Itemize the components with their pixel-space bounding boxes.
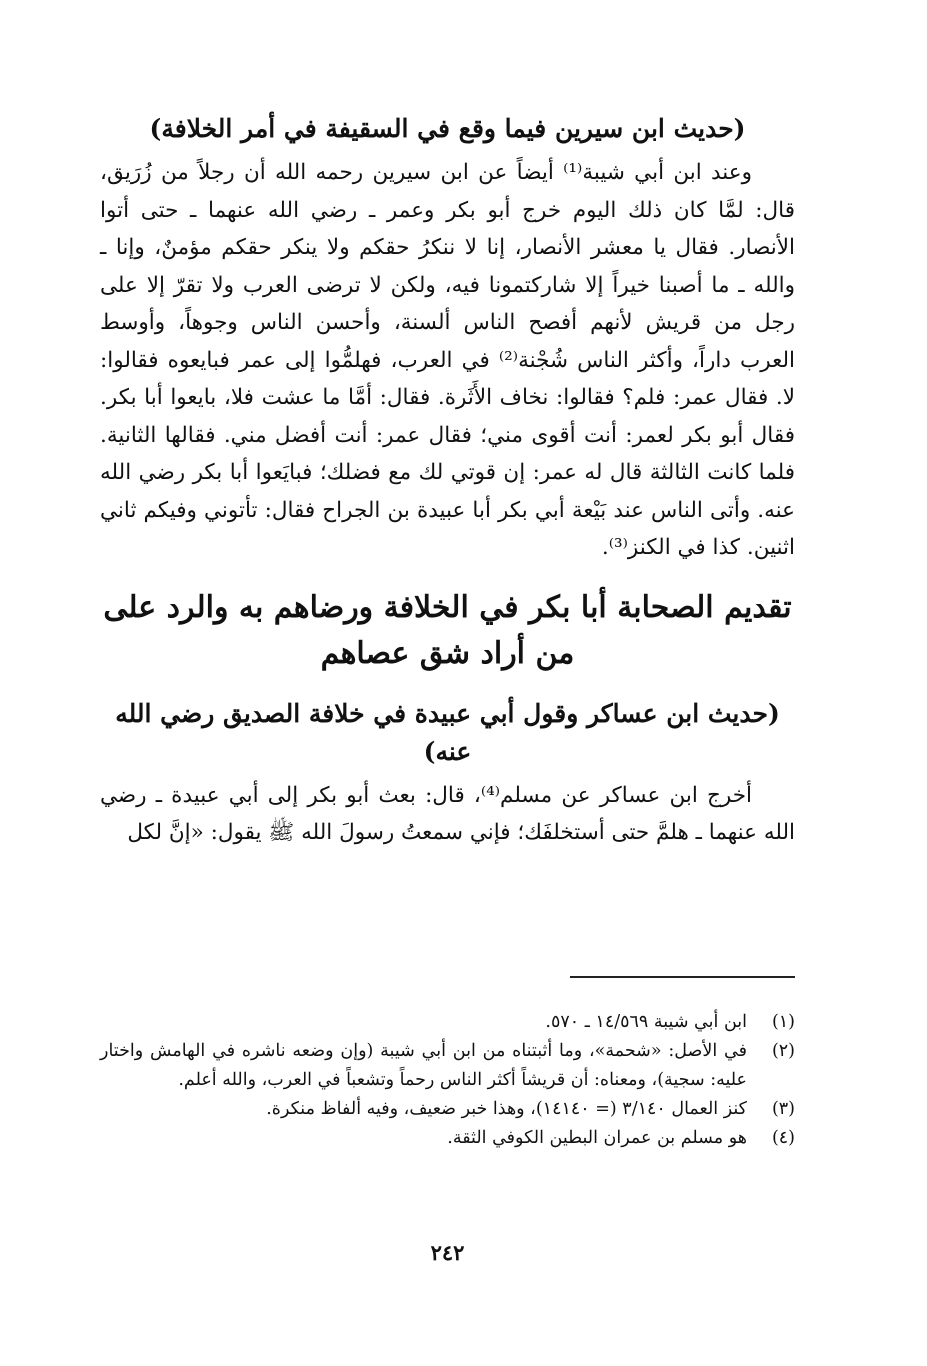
paragraph-ibn-asakir: أخرج ابن عساكر عن مسلم⁽⁴⁾، قال: بعث أبو بكر إلى أبي عبيدة ـ رضي الله عنهما ـ هلمَّ حتى أستخلفَك؛ فإني سمعتُ رسولَ الله ﷺ يقول: «إنَّ لكل bbox=[100, 782, 795, 845]
paragraph-ibn-sirin: وعند ابن أبي شيبة⁽¹⁾ أيضاً عن ابن سيرين رحمه الله أن رجلاً من زُرَيق، قال: لمَّا كان ذلك اليوم خرج أبو بكر وعمر ـ رضي الله عنهما ـ حتى أتوا الأنصار. فقال يا معشر الأنصار، إنا لا ننكرُ حقكم ولا ينكر حقكم مؤمنٌ، وإنا ـ والله ـ ما أصبنا خيراً إلا شاركتمونا فيه، ولكن لا ترضى العرب ولا تقرّ إلا على رجل من قريش لأنهم أفصح الناس ألسنة، وأحسن الناس وجوهاً، وأوسط العرب داراً، وأكثر الناس شُجْنة⁽²⁾ في العرب، فهلمُّوا إلى عمر فبايعوه فقالوا: لا. فقال عمر: فلم؟ فقالوا: نخاف الأَثَرة. فقال: أمَّا ما عشت فلا، بايعوا أبا بكر. فقال أبو بكر لعمر: أنت أقوى مني؛ فقال عمر: أنت أفضل مني. فقالها الثانية. فلما كانت الثالثة قال له عمر: إن قوتي لك مع فضلك؛ فبايَعوا أبا بكر رضي الله عنه. وأتى الناس عند بَيْعة أبي بكر أبا عبيدة بن الجراح فقال: تأتوني وفيكم ثاني اثنين. كذا في الكنز⁽³⁾. bbox=[100, 160, 796, 560]
footnote-divider bbox=[570, 976, 795, 978]
section-subheading-saqifa: (حديث ابن سيرين فيما وقع في السقيفة في أمر الخلافة) bbox=[149, 114, 746, 143]
footnote-text: في الأصل: «شحمة»، وما أثبتناه من ابن أبي شيبة (وإن وضعه ناشره في الهامش واختار عليه: سجية)، ومعناه: أن قريشاً أكثر الناس رحماً وتشعباً في العرب، والله أعلم. bbox=[100, 1041, 747, 1090]
footnote-text: هو مسلم بن عمران البطين الكوفي الثقة. bbox=[447, 1128, 747, 1148]
footnotes bbox=[100, 1008, 795, 1153]
footnote-number: (١) bbox=[771, 1012, 795, 1032]
section-subheading-ibn-asakir: (حديث ابن عساكر وقول أبي عبيدة في خلافة الصديق رضي الله عنه) bbox=[115, 698, 780, 766]
footnote-item bbox=[100, 1124, 795, 1153]
footnote-item bbox=[100, 1095, 795, 1124]
chapter-heading: تقديم الصحابة أبا بكر في الخلافة ورضاهم به والرد على من أراد شق عصاهم bbox=[103, 589, 792, 671]
footnote-text: كنز العمال ٣/١٤٠ (= ١٤١٤٠)، وهذا خبر ضعيف، وفيه ألفاظ منكرة. bbox=[266, 1099, 747, 1119]
book-page bbox=[100, 110, 795, 1310]
footnote-number: (٣) bbox=[771, 1099, 795, 1119]
page-number: ٢٤٢ bbox=[430, 1240, 465, 1265]
footnote-item bbox=[100, 1008, 795, 1037]
footnote-item bbox=[100, 1037, 795, 1095]
footnote-number: (٤) bbox=[771, 1128, 795, 1148]
footnote-number: (٢) bbox=[771, 1041, 795, 1061]
footnote-text: ابن أبي شيبة ١٤/٥٦٩ ـ ٥٧٠. bbox=[545, 1012, 747, 1032]
